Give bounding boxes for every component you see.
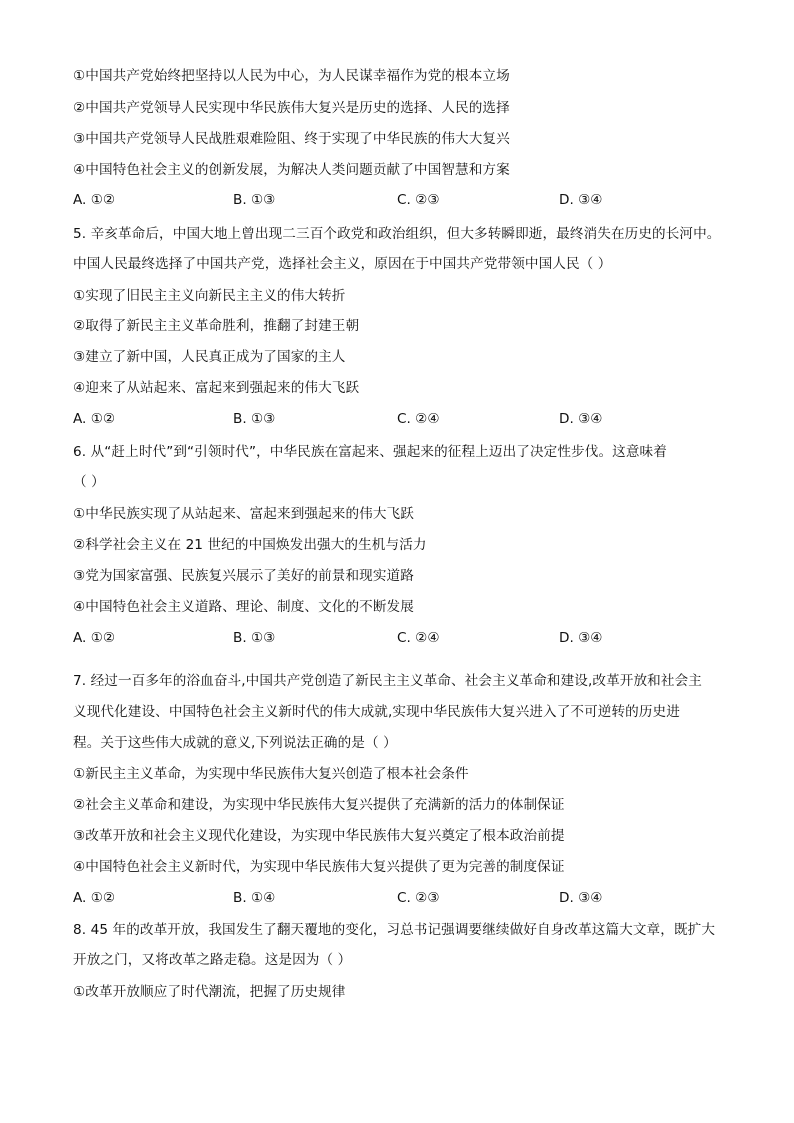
q4-statement-3: ③中国共产党领导人民战胜艰难险阻、终于实现了中华民族的伟大大复兴 [73, 131, 510, 147]
q7-option-c[interactable]: C. ②③ [397, 890, 440, 906]
q6-stem-line-1: 6. 从“赶上时代”到“引领时代”，中华民族在富起来、强起来的征程上迈出了决定性步伐。这意味着 [73, 444, 667, 460]
q5-statement-2: ②取得了新民主主义革命胜利，推翻了封建王朝 [73, 318, 360, 334]
q7-option-b[interactable]: B. ①④ [233, 890, 276, 906]
q5-option-b[interactable]: B. ①③ [233, 411, 276, 427]
q5-statement-1: ①实现了旧民主主义向新民主主义的伟大转折 [73, 288, 346, 304]
q5-statement-4: ④迎来了从站起来、富起来到强起来的伟大飞跃 [73, 380, 360, 396]
q5-stem-line-1: 5. 辛亥革命后，中国大地上曾出现二三百个政党和政治组织，但大多转瞬即逝，最终消失在历史的长河中。 [73, 226, 721, 242]
q8-statement-1: ①改革开放顺应了时代潮流，把握了历史规律 [73, 984, 346, 1000]
q6-statement-2: ②科学社会主义在 21 世纪的中国焕发出强大的生机与活力 [73, 537, 427, 553]
q7-statement-4: ④中国特色社会主义新时代，为实现中华民族伟大复兴提供了更为完善的制度保证 [73, 859, 565, 875]
q7-statement-2: ②社会主义革命和建设，为实现中华民族伟大复兴提供了充满新的活力的体制保证 [73, 797, 565, 813]
q6-option-d[interactable]: D. ③④ [559, 630, 603, 646]
q4-option-d[interactable]: D. ③④ [559, 192, 603, 208]
q4-option-a[interactable]: A. ①② [73, 192, 116, 208]
q7-options [73, 888, 733, 908]
q5-stem-line-2: 中国人民最终选择了中国共产党，选择社会主义，原因在于中国共产党带领中国人民（ ） [73, 256, 612, 272]
q5-statement-3: ③建立了新中国，人民真正成为了国家的主人 [73, 349, 346, 365]
q7-option-a[interactable]: A. ①② [73, 890, 116, 906]
q5-option-a[interactable]: A. ①② [73, 411, 116, 427]
q6-option-c[interactable]: C. ②④ [397, 630, 440, 646]
q7-stem-line-1: 7. 经过一百多年的浴血奋斗,中国共产党创造了新民主主义革命、社会主义革命和建设,改革开放和社会主 [73, 673, 702, 689]
q4-statement-1: ①中国共产党始终把坚持以人民为中心，为人民谋幸福作为党的根本立场 [73, 68, 510, 84]
q5-options [73, 409, 733, 429]
q4-options [73, 190, 733, 210]
q6-statement-1: ①中华民族实现了从站起来、富起来到强起来的伟大飞跃 [73, 506, 414, 522]
q6-statement-4: ④中国特色社会主义道路、理论、制度、文化的不断发展 [73, 599, 414, 615]
q4-statement-2: ②中国共产党领导人民实现中华民族伟大复兴是历史的选择、人民的选择 [73, 100, 510, 116]
q7-statement-3: ③改革开放和社会主义现代化建设，为实现中华民族伟大复兴奠定了根本政治前提 [73, 828, 565, 844]
q5-option-c[interactable]: C. ②④ [397, 411, 440, 427]
q5-option-d[interactable]: D. ③④ [559, 411, 603, 427]
q6-statement-3: ③党为国家富强、民族复兴展示了美好的前景和现实道路 [73, 568, 414, 584]
q6-stem-line-2: （ ） [73, 474, 105, 490]
q6-option-a[interactable]: A. ①② [73, 630, 116, 646]
q6-option-b[interactable]: B. ①③ [233, 630, 276, 646]
q7-statement-1: ①新民主主义革命，为实现中华民族伟大复兴创造了根本社会条件 [73, 766, 469, 782]
q8-stem-line-2: 开放之门，又将改革之路走稳。这是因为（ ） [73, 952, 352, 968]
q4-option-c[interactable]: C. ②③ [397, 192, 440, 208]
q4-statement-4: ④中国特色社会主义的创新发展，为解决人类问题贡献了中国智慧和方案 [73, 162, 510, 178]
q7-stem-line-3: 程。关于这些伟大成就的意义,下列说法正确的是（ ） [73, 735, 397, 751]
q7-stem-line-2: 义现代化建设、中国特色社会主义新时代的伟大成就,实现中华民族伟大复兴进入了不可逆转的历史进 [73, 704, 680, 720]
q8-stem-line-1: 8. 45 年的改革开放，我国发生了翻天覆地的变化，习总书记强调要继续做好自身改革这篇大文章，既扩大 [73, 922, 716, 938]
q7-option-d[interactable]: D. ③④ [559, 890, 603, 906]
q4-option-b[interactable]: B. ①③ [233, 192, 276, 208]
q6-options [73, 628, 733, 648]
